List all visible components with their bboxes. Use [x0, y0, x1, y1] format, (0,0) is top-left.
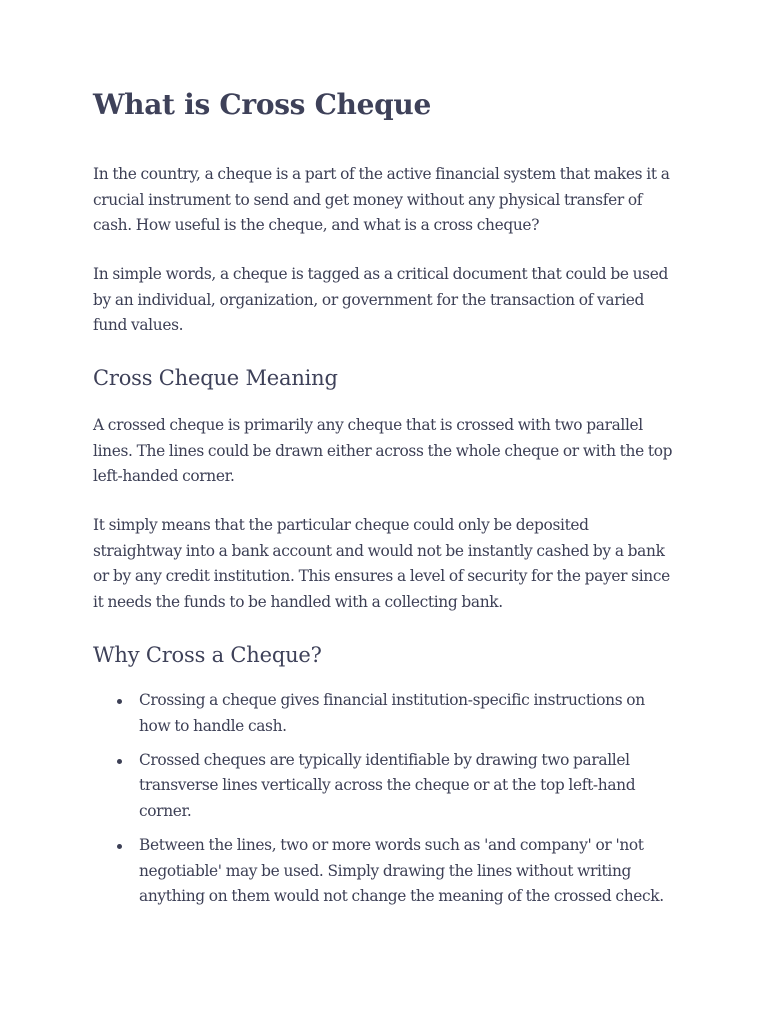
list-item-text: Crossed cheques are typically identifiable by drawing two parallel transverse lines vertically across the cheque or at the top left-hand corner.: [139, 750, 636, 820]
meaning-paragraph-2: It simply means that the particular cheque could only be deposited straightway into a bank account and would not be instantly cashed by a bank or by any credit institution. This ensures a level of security for the payer since it needs the funds to be handled with a collecting bank.: [93, 516, 670, 611]
page-title: What is Cross Cheque: [93, 88, 431, 121]
bullet-icon: [117, 844, 122, 849]
reasons-list: [93, 688, 683, 918]
section-heading-meaning: Cross Cheque Meaning: [93, 366, 338, 390]
list-item: [93, 748, 669, 825]
bullet-icon: [117, 699, 122, 704]
section-heading-why: Why Cross a Cheque?: [93, 643, 322, 667]
list-item: [93, 833, 669, 910]
list-item: [93, 688, 669, 739]
list-item-text: Crossing a cheque gives financial institution-specific instructions on how to handle cash.: [139, 691, 645, 735]
bullet-icon: [117, 759, 122, 764]
meaning-paragraph-1: A crossed cheque is primarily any cheque that is crossed with two parallel lines. The lines could be drawn either across the whole cheque or with the top left-handed corner.: [93, 416, 673, 486]
intro-paragraph-2: In simple words, a cheque is tagged as a critical document that could be used by an individual, organization, or government for the transaction of varied fund values.: [93, 265, 668, 335]
list-item-text: Between the lines, two or more words such as 'and company' or 'not negotiable' may be used. Simply drawing the lines without writing anything on them would not change the meaning of the crossed check.: [139, 835, 664, 906]
intro-paragraph-1: In the country, a cheque is a part of the active financial system that makes it a crucial instrument to send and get money without any physical transfer of cash. How useful is the cheque, and what is a cross cheque?: [93, 165, 670, 235]
